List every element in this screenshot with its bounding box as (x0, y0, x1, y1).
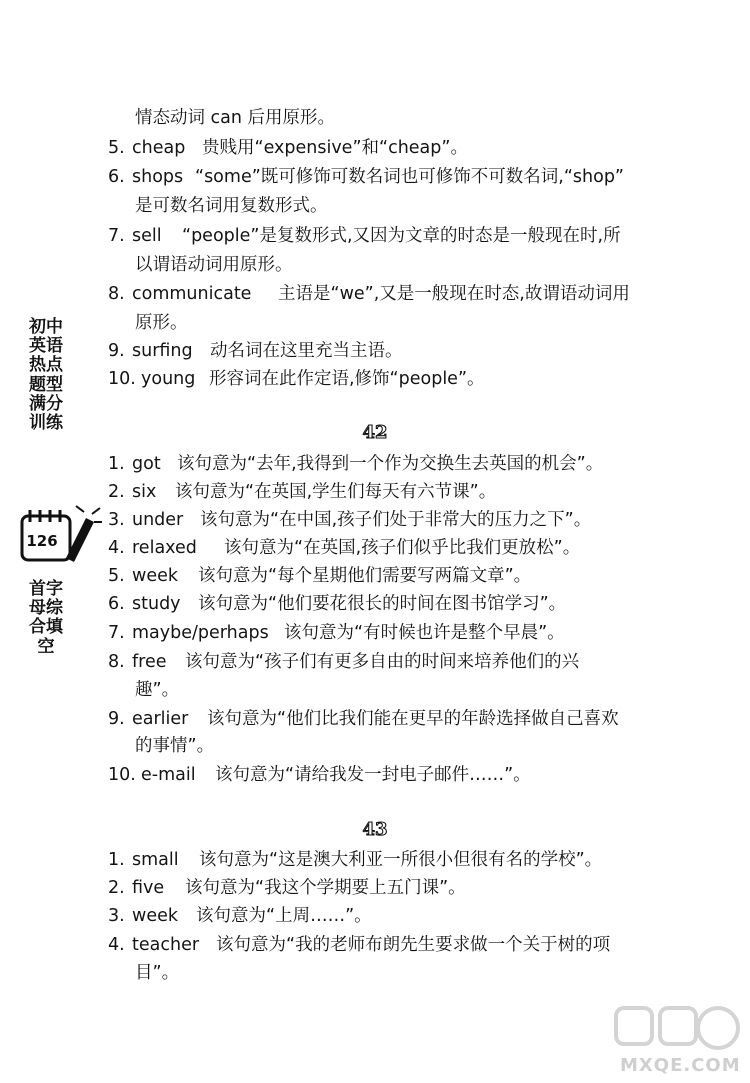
answer-line-continued: 趣”。 (135, 680, 180, 700)
answer-word: relaxed (132, 538, 197, 558)
answer-word: cheap (132, 138, 186, 158)
answer-line-continued: 的事情”。 (135, 736, 215, 756)
answer-line-continued: 目”。 (135, 963, 180, 983)
answer-word: week (132, 906, 178, 926)
answer-line: 7. sell “people”是复数形式,又因为文章的时态是一般现在时,所 (108, 226, 621, 246)
answer-line: 3. under 该句意为“在中国,孩子们处于非常大的压力之下”。 (108, 510, 592, 530)
answer-line-continued: 原形。 (135, 313, 188, 333)
answer-line: 9. surfing 动名词在这里充当主语。 (108, 341, 403, 361)
answer-word: maybe/perhaps (132, 623, 269, 643)
answer-word: study (132, 594, 181, 614)
answer-line: 6. shops “some”既可修饰可数名词也可修饰不可数名词,“shop” (108, 167, 624, 187)
answer-line-continued: 以谓语动词用原形。 (135, 255, 293, 275)
answer-word: communicate (132, 284, 252, 304)
answer-line: 7. maybe/perhaps 该句意为“有时候也许是整个早晨”。 (108, 623, 565, 643)
answer-line: 3. week 该句意为“上周……”。 (108, 906, 372, 926)
section-number: 42 (362, 422, 388, 443)
answer-line: 4. teacher 该句意为“我的老师布朗先生要求做一个关于树的项 (108, 935, 611, 955)
answer-word: surfing (132, 341, 193, 361)
section-number: 43 (362, 819, 388, 840)
answer-line-continued: 情态动词 can 后用原形。 (135, 108, 336, 128)
answer-line: 10. young 形容词在此作定语,修饰“people”。 (108, 369, 485, 389)
answer-line: 8. free 该句意为“孩子们有更多自由的时间来培养他们的兴 (108, 652, 580, 672)
answer-line: 6. study 该句意为“他们要花很长的时间在图书馆学习”。 (108, 594, 567, 614)
answer-word: under (132, 510, 184, 530)
sidebar-book-title: 初中英语热点题型满分训练 (29, 317, 63, 434)
answer-line: 2. five 该句意为“我这个学期要上五门课”。 (108, 878, 466, 898)
answer-line: 1. got 该句意为“去年,我得到一个作为交换生去英国的机会”。 (108, 454, 604, 474)
answer-line-continued: 是可数名词用复数形式。 (135, 196, 328, 216)
answer-word: earlier (132, 709, 189, 729)
sidebar-section-title: 首字母综合填空 (29, 579, 63, 657)
answer-word: teacher (132, 935, 200, 955)
answer-line: 2. six 该句意为“在英国,学生们每天有六节课”。 (108, 482, 497, 502)
answer-word: five (132, 878, 165, 898)
watermark-text: MXQE.COM (620, 1055, 741, 1076)
answer-word: sell (132, 226, 162, 246)
answer-line: 5. cheap 贵贱用“expensive”和“cheap”。 (108, 138, 468, 158)
answer-word: got (132, 454, 161, 474)
answer-line: 4. relaxed 该句意为“在英国,孩子们似乎比我们更放松”。 (108, 538, 581, 558)
answer-line: 8. communicate 主语是“we”,又是一般现在时态,故谓语动词用 (108, 284, 630, 304)
answer-word: week (132, 566, 178, 586)
answer-word: young (141, 369, 196, 389)
answer-line: 1. small 该句意为“这是澳大利亚一所很小但很有名的学校”。 (108, 850, 603, 870)
answer-line: 9. earlier 该句意为“他们比我们能在更早的年龄选择做自己喜欢 (108, 709, 619, 729)
answer-word: free (132, 652, 167, 672)
page-number: 126 (26, 532, 58, 550)
answer-word: small (132, 850, 179, 870)
answer-line: 5. week 该句意为“每个星期他们需要写两篇文章”。 (108, 566, 532, 586)
answer-word: six (132, 482, 157, 502)
answer-word: e-mail (141, 765, 196, 785)
answer-word: shops (132, 167, 184, 187)
answer-line: 10. e-mail 该句意为“请给我发一封电子邮件……”。 (108, 765, 531, 785)
